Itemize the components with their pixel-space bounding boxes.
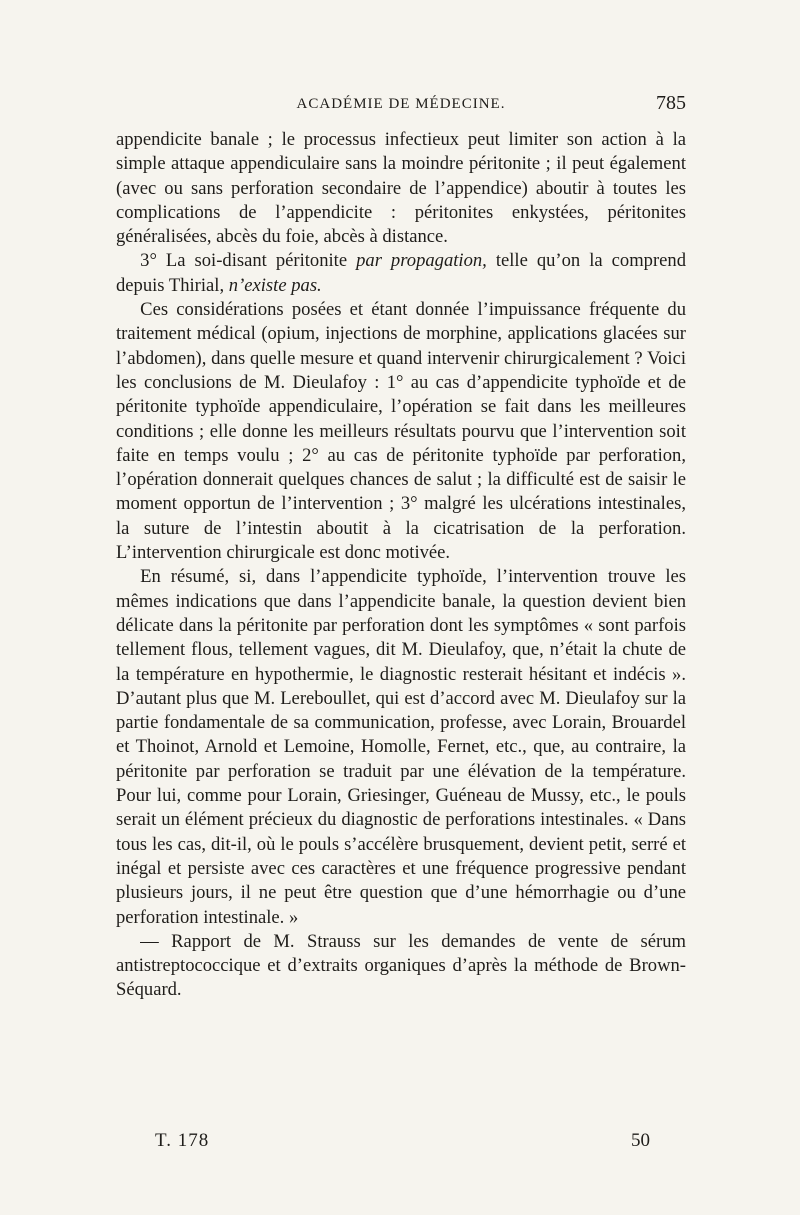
paragraph-report: — Rapport de M. Strauss sur les demandes de vente de sérum antistreptococcique et d’extraits organiques d’après la méthode de Brown-Séquard. [116, 930, 686, 1001]
page-header [116, 92, 686, 122]
paragraph-continuation: appendicite banale ; le processus infectieux peut limiter son action à la simple attaque appendiculaire sans la moindre péritonite ; il peut également (avec ou sans perforation secondaire de l’appendice) aboutir à toutes les complications de l’appendicite : péritonites enkystées, péritonites généralisées, abcès du foie, abcès à distance. [116, 129, 686, 248]
paragraph-considerations: Ces considérations posées et étant donnée l’impuissance fréquente du traitement médical (opium, injections de morphine, applications glacées sur l’abdomen), dans quelle mesure et quand intervenir chirurgicalement ? Voici les conclusions de M. Dieulafoy : 1° au cas d’appendicite typhoïde et de péritonite typhoïde appendiculaire, l’opération se fait dans les meilleures conditions ; elle donne les meilleurs résultats pourvu que l’intervention soit faite en temps voulu ; 2° au cas de péritonite typhoïde par perforation, l’opération donnerait quelques chances de salut ; la difficulté est de saisir le moment opportun de l’intervention ; 3° malgré les ulcérations intestinales, la suture de l’intestin aboutit à la cicatrisation de la perforation. L’intervention chirurgicale est donc motivée. [116, 299, 686, 564]
emphasis-text: n’existe pas. [228, 274, 322, 296]
emphasis-text: par propagation, [356, 250, 487, 272]
paragraph-text: telle qu’on la comprend depuis Thirial, [116, 250, 686, 296]
volume-signature: T. 178 [155, 1130, 210, 1151]
paragraph-conclusion-3 [116, 249, 686, 298]
running-title: ACADÉMIE DE MÉDECINE. [296, 96, 506, 112]
page-footer [155, 1130, 650, 1156]
page-number: 785 [656, 92, 686, 114]
page-body [116, 128, 686, 1003]
paragraph-summary: En résumé, si, dans l’appendicite typhoïde, l’intervention trouve les mêmes indications que dans l’appendicite banale, la question devient bien délicate dans la péritonite par perforation dont les symptômes « sont parfois tellement flous, tellement vagues, dit M. Dieulafoy, que, n’était la chute de la température en hypothermie, le diagnostic resterait hésitant et indécis ». D’autant plus que M. Lereboullet, qui est d’accord avec M. Dieulafoy sur la partie fondamentale de sa communication, professe, avec Lorain, Brouardel et Thoinot, Arnold et Lemoine, Homolle, Fernet, etc., que, au contraire, la péritonite par perforation se traduit par une élévation de la température. Pour lui, comme pour Lorain, Griesinger, Guéneau de Mussy, etc., le pouls serait un élément précieux du diagnostic de perforations intestinales. « Dans tous les cas, dit-il, où le pouls s’accélère brusquement, devient petit, serré et inégal et persiste avec ces caractères et une fréquence progressive pendant plusieurs jours, il ne peut être question que d’une hémorrhagie ou d’une perforation intestinale. » [116, 566, 686, 928]
sheet-number: 50 [631, 1130, 650, 1151]
paragraph-text: 3° La soi-disant péritonite [140, 250, 357, 272]
